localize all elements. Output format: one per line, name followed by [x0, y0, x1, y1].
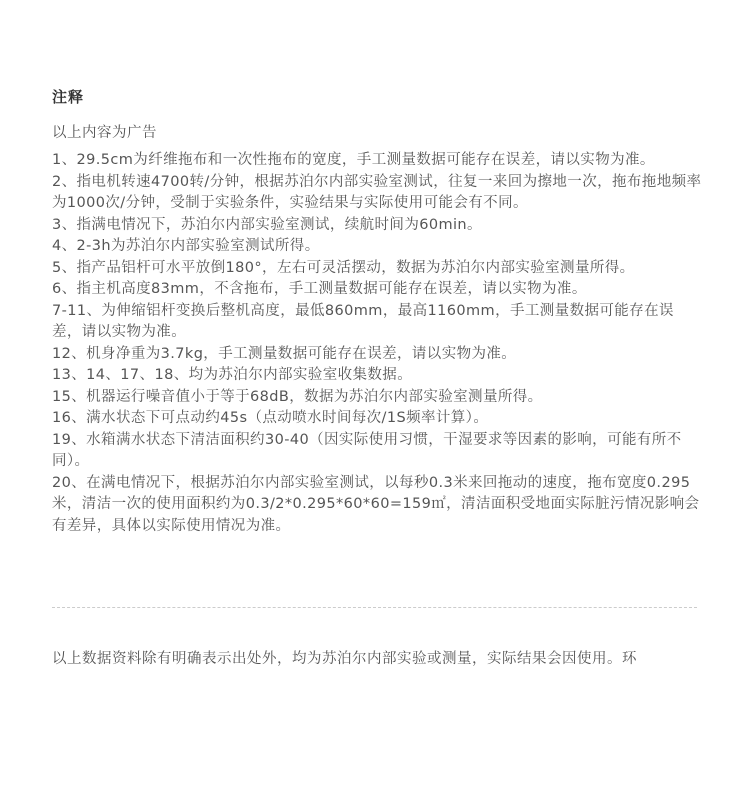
note-item-7: 7-11、为伸缩铝杆变换后整机高度，最低860mm，最高1160mm，手工测量数据可能存在误差，请以实物为准。	[52, 302, 674, 340]
note-item-12: 12、机身净重为3.7kg，手工测量数据可能存在误差，请以实物为准。	[52, 345, 517, 362]
notes-subtitle: 以上内容为广告	[52, 125, 157, 141]
note-item-4: 4、2-3h为苏泊尔内部实验室测试所得。	[52, 238, 320, 254]
note-item-2: 2、指电机转速4700转/分钟，根据苏泊尔内部实验室测试，往复一来回为擦地一次，拖布拖地频率为1000次/分钟，受制于实验条件，实验结果与实际使用可能会有不同。	[52, 173, 702, 211]
footer-disclaimer: 以上数据资料除有明确表示出处外，均为苏泊尔内部实验或测量，实际结果会因使用。环	[52, 651, 637, 667]
note-item-13: 13、14、17、18、均为苏泊尔内部实验室收集数据。	[52, 367, 413, 383]
note-item-3: 3、指满电情况下，苏泊尔内部实验室测试，续航时间为60min。	[52, 216, 482, 233]
dashed-divider	[52, 607, 697, 608]
note-item-15: 15、机器运行噪音值小于等于68dB，数据为苏泊尔内部实验室测量所得。	[52, 388, 543, 405]
note-item-20: 20、在满电情况下，根据苏泊尔内部实验室测试，以每秒0.3米来回拖动的速度，拖布宽度0.295米，清洁一次的使用面积约为0.3/2*0.295*60*60=159㎡，清洁面积受地面实际脏污情况影响会有差异，具体以实际使用情况为准。	[52, 474, 700, 534]
note-item-6: 6、指主机高度83mm，不含拖布，手工测量数据可能存在误差，请以实物为准。	[52, 281, 587, 297]
notes-title: 注释	[52, 88, 85, 106]
note-item-16: 16、满水状态下可点动约45s（点动喷水时间每次/1S频率计算）。	[52, 410, 489, 426]
note-item-1: 1、29.5cm为纤维拖布和一次性拖布的宽度，手工测量数据可能存在误差，请以实物为准。	[52, 152, 655, 168]
note-item-19: 19、水箱满水状态下清洁面积约30-40（因实际使用习惯，干湿要求等因素的影响，可能有所不同）。	[52, 431, 682, 469]
note-item-5: 5、指产品铝杆可水平放倒180°，左右可灵活摆动，数据为苏泊尔内部实验室测量所得。	[52, 259, 635, 276]
notes-list	[52, 150, 702, 537]
